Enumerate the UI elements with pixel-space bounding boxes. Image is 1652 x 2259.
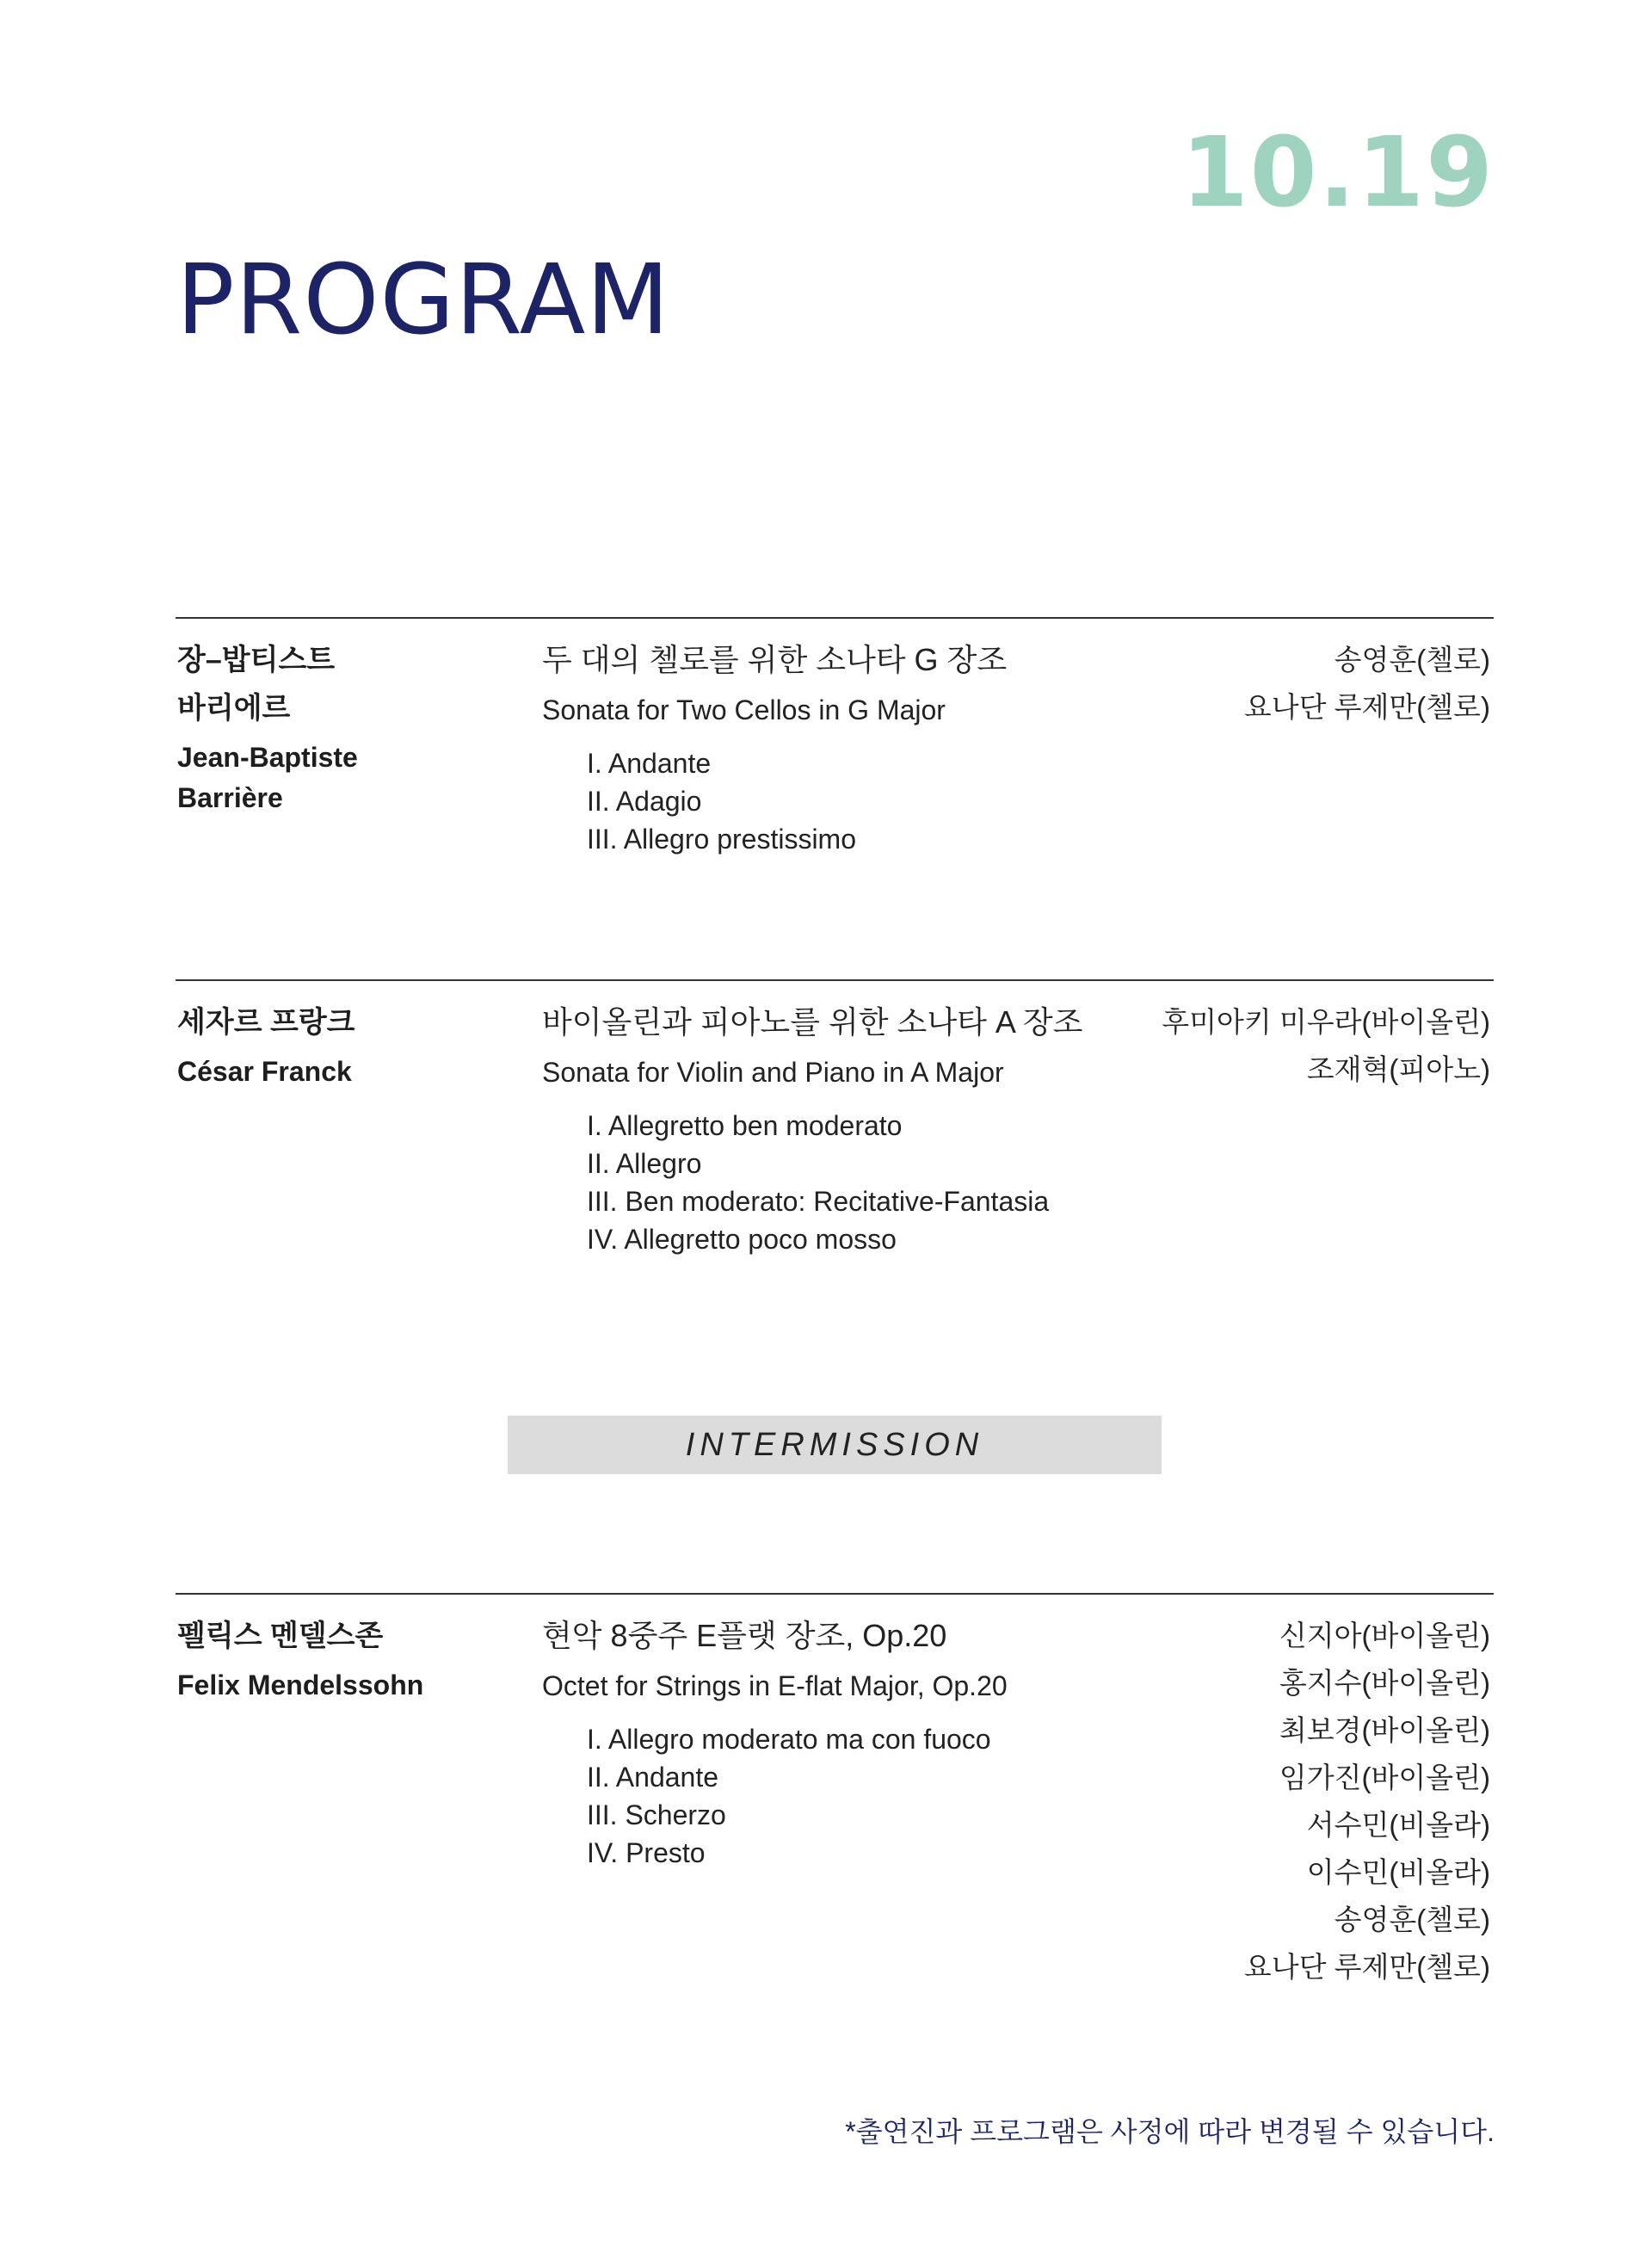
composer-block	[177, 998, 521, 1092]
work-title-ko: 현악 8중주 E플랫 장조, Op.20	[542, 1618, 947, 1653]
footnote: *출연진과 프로그램은 사정에 따라 변경될 수 있습니다.	[845, 2116, 1495, 2147]
performer: 임가진(바이올린)	[1279, 1762, 1490, 1793]
work-block	[542, 636, 1316, 858]
work-title-ko: 바이올린과 피아노를 위한 소나타 A 장조	[542, 1004, 1083, 1040]
composer-name-ko: 바리에르	[177, 692, 291, 725]
performer-list	[1162, 998, 1490, 1093]
composer-name-en: Felix Mendelssohn	[177, 1670, 424, 1700]
composer-name-ko: 세자르 프랑크	[177, 1006, 355, 1039]
program-item-mendelssohn	[176, 1593, 1494, 2025]
work-title-ko: 두 대의 첼로를 위한 소나타 G 장조	[542, 642, 1008, 677]
movement-list	[542, 1720, 1316, 1872]
performer: 조재혁(피아노)	[1306, 1053, 1490, 1085]
work-block	[542, 1612, 1316, 1872]
composer-name-en: Barrière	[177, 782, 283, 813]
performer: 신지아(바이올린)	[1279, 1620, 1490, 1651]
movement: III. Scherzo	[587, 1799, 726, 1830]
movement: II. Adagio	[587, 786, 702, 817]
performer-list	[1244, 636, 1490, 731]
movement-list	[542, 1107, 1316, 1258]
composer-block	[177, 636, 521, 818]
movement: II. Andante	[587, 1762, 719, 1793]
page-title: PROGRAM	[176, 244, 670, 356]
work-title-en: Sonata for Two Cellos in G Major	[542, 694, 946, 725]
composer-name-ko: 펠릭스 멘델스존	[177, 1620, 384, 1652]
movement: I. Andante	[587, 748, 712, 779]
composer-block	[177, 1612, 521, 1706]
movement: II. Allegro	[587, 1148, 702, 1179]
performer: 서수민(비올라)	[1306, 1809, 1490, 1841]
performer: 요나단 루제만(첼로)	[1243, 1951, 1490, 1983]
movement: I. Allegretto ben moderato	[587, 1110, 903, 1141]
performer-list	[1244, 1612, 1490, 1991]
movement-list	[542, 744, 1316, 858]
work-title-en: Sonata for Violin and Piano in A Major	[542, 1057, 1004, 1088]
concert-date: 10.19	[1180, 117, 1495, 229]
performer: 최보경(바이올린)	[1279, 1714, 1490, 1746]
composer-name-en: Jean-Baptiste	[177, 742, 358, 773]
performer: 후미아키 미우라(바이올린)	[1162, 1006, 1490, 1038]
composer-name-ko: 장–밥티스트	[177, 644, 336, 676]
performer: 송영훈(첼로)	[1334, 644, 1490, 676]
performer: 송영훈(첼로)	[1334, 1904, 1490, 1935]
movement: III. Ben moderato: Recitative-Fantasia	[587, 1186, 1050, 1217]
movement: IV. Allegretto poco mosso	[587, 1224, 897, 1255]
movement: IV. Presto	[587, 1837, 706, 1868]
intermission-banner: INTERMISSION	[508, 1416, 1162, 1474]
program-item-franck	[176, 979, 1494, 1291]
work-title-en: Octet for Strings in E-flat Major, Op.20	[542, 1670, 1008, 1701]
program-item-barriere	[176, 617, 1494, 877]
performer: 요나단 루제만(첼로)	[1243, 691, 1490, 723]
performer: 홍지수(바이올린)	[1279, 1667, 1490, 1699]
performer: 이수민(비올라)	[1306, 1856, 1490, 1888]
composer-name-en: César Franck	[177, 1056, 352, 1087]
movement: III. Allegro prestissimo	[587, 824, 856, 855]
movement: I. Allegro moderato ma con fuoco	[587, 1724, 991, 1755]
